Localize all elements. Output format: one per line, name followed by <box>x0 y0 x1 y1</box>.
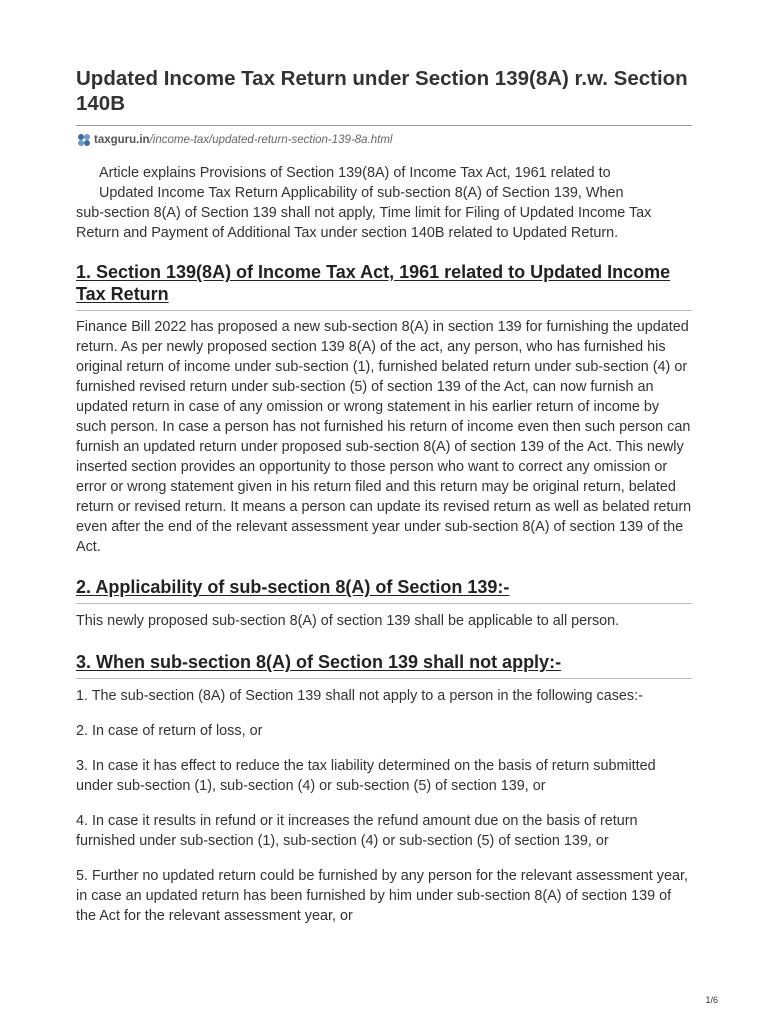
section-1-heading: 1. Section 139(8A) of Income Tax Act, 1961 related to Updated Income Tax Return <box>76 262 671 304</box>
list-item: 1. The sub-section (8A) of Section 139 shall not apply to a person in the following cases:- <box>76 688 643 704</box>
source-domain-link[interactable]: taxguru.in <box>94 134 150 146</box>
list-item: 5. Further no updated return could be furnished by any person for the relevant assessment year, in case an updated return has been furnished by him under sub-section 8(A) of section 139 of the Act for the relevant assessment year, or <box>76 868 688 924</box>
list-item: 4. In case it results in refund or it increases the refund amount due on the basis of return furnished under sub-section (1), sub-section (4) or sub-section (5) of section 139, or <box>76 813 638 849</box>
section-2-paragraph: This newly proposed sub-section 8(A) of section 139 shall be applicable to all person. <box>76 613 620 629</box>
section-2 <box>76 576 692 631</box>
intro-line-2: Updated Income Tax Return Applicability of sub-section 8(A) of Section 139, When <box>99 185 624 201</box>
section-1 <box>76 261 692 557</box>
section-3 <box>76 651 692 926</box>
source-line <box>76 130 692 150</box>
taxguru-logo-icon <box>76 132 92 148</box>
intro-rest: sub-section 8(A) of Section 139 shall not apply, Time limit for Filing of Updated Income Tax Return and Payment of Additional Tax under section 140B related to Updated Return. <box>76 205 652 241</box>
section-1-paragraph: Finance Bill 2022 has proposed a new sub-section 8(A) in section 139 for furnishing the updated return. As per newly proposed section 139 8(A) of the act, any person, who has furnished his original return of income under sub-section (1), furnished belated return under sub-section (4) or furnished revised return under sub-section (5) of section 139 of the Act, can now furnish an updated return in case of any omission or wrong statement in his earlier return of income by such person. In case a person has not furnished his return of income even then such person can furnish an updated return under proposed sub-section 8(A) of section 139 of the Act. This newly inserted section provides an opportunity to those person who want to correct any omission or error or wrong statement given in his return filed and this return may be original return, belated return or revised return. It means a person can update its revised return as well as belated return even after the end of the relevant assessment year under sub-section 8(A) of section 139 of the Act. <box>76 319 692 555</box>
section-3-heading: 3. When sub-section 8(A) of Section 139 shall not apply:- <box>76 652 562 672</box>
page-title: Updated Income Tax Return under Section 139(8A) r.w. Section 140B <box>76 67 688 115</box>
intro-paragraph <box>76 163 692 243</box>
section-2-divider <box>76 603 692 604</box>
section-3-divider <box>76 678 692 679</box>
section-1-divider <box>76 310 692 311</box>
document-page <box>76 66 692 926</box>
list-item: 2. In case of return of loss, or <box>76 723 263 739</box>
section-2-heading: 2. Applicability of sub-section 8(A) of Section 139:- <box>76 577 510 597</box>
source-path-link[interactable]: /income-tax/updated-return-section-139-8a.html <box>149 134 393 146</box>
list-item: 3. In case it has effect to reduce the tax liability determined on the basis of return submitted under sub-section (1), sub-section (4) or sub-section (5) of section 139, or <box>76 758 656 794</box>
page-number: 1/6 <box>705 995 718 1005</box>
intro-line-1: Article explains Provisions of Section 139(8A) of Income Tax Act, 1961 related to <box>99 165 611 181</box>
title-divider <box>76 125 692 126</box>
